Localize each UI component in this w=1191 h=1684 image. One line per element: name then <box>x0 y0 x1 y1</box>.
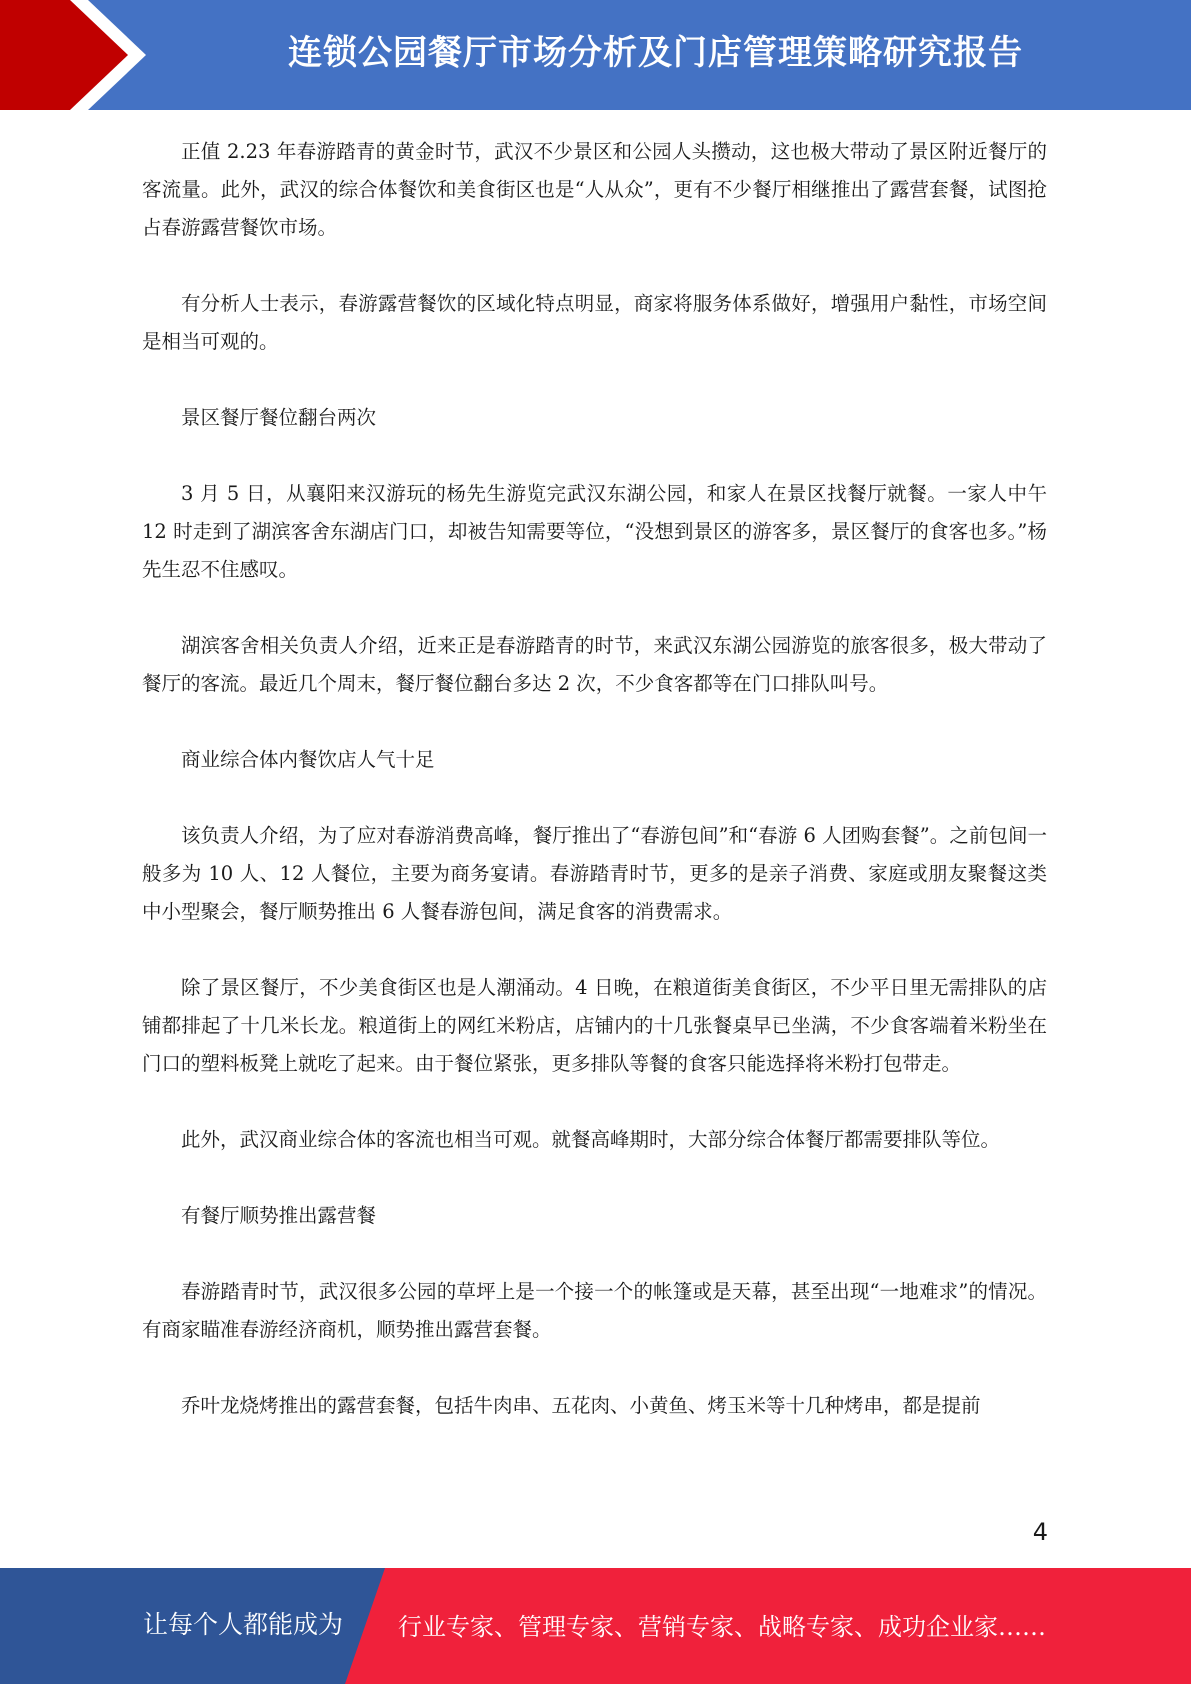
paragraph: 湖滨客舍相关负责人介绍，近来正是春游踏青的时节，来武汉东湖公园游览的旅客很多，极大带动了餐厅的客流。最近几个周末，餐厅餐位翻台多达 2 次，不少食客都等在门口排队叫号。 <box>142 634 1047 695</box>
paragraph: 此外，武汉商业综合体的客流也相当可观。就餐高峰期时，大部分综合体餐厅都需要排队等位。 <box>181 1128 1001 1151</box>
paragraph: 除了景区餐厅，不少美食街区也是人潮涌动。4 日晚，在粮道街美食街区，不少平日里无需排队的店铺都排起了十几米长龙。粮道街上的网红米粉店，店铺内的十几张餐桌早已坐满，不少食客端着米粉坐在门口的塑料板凳上就吃了起来。由于餐位紧张，更多排队等餐的食客只能选择将米粉打包带走。 <box>142 976 1047 1075</box>
report-body <box>142 133 1047 1463</box>
section-subheading: 有餐厅顺势推出露营餐 <box>181 1204 377 1227</box>
paragraph: 有分析人士表示，春游露营餐饮的区域化特点明显，商家将服务体系做好，增强用户黏性，市场空间是相当可观的。 <box>142 292 1047 353</box>
page-footer <box>0 1568 1191 1684</box>
paragraph: 春游踏青时节，武汉很多公园的草坪上是一个接一个的帐篷或是天幕，甚至出现“一地难求”的情况。有商家瞄准春游经济商机，顺势推出露营套餐。 <box>142 1280 1047 1341</box>
footer-slogan-left: 让每个人都能成为 <box>143 1610 344 1639</box>
section-subheading: 商业综合体内餐饮店人气十足 <box>181 748 435 771</box>
page-header <box>0 0 1191 110</box>
paragraph: 乔叶龙烧烤推出的露营套餐，包括牛肉串、五花肉、小黄鱼、烤玉米等十几种烤串，都是提前 <box>181 1394 981 1417</box>
paragraph: 正值 2.23 年春游踏青的黄金时节，武汉不少景区和公园人头攒动，这也极大带动了景区附近餐厅的客流量。此外，武汉的综合体餐饮和美食街区也是“人从众”，更有不少餐厅相继推出了露营套餐，试图抢占春游露营餐饮市场。 <box>142 140 1047 239</box>
footer-slogan-right: 行业专家、管理专家、营销专家、战略专家、成功企业家…… <box>398 1613 1046 1641</box>
page-number: 4 <box>1032 1518 1048 1546</box>
page-title: 连锁公园餐厅市场分析及门店管理策略研究报告 <box>288 33 1023 73</box>
section-subheading: 景区餐厅餐位翻台两次 <box>181 406 377 429</box>
paragraph: 该负责人介绍，为了应对春游消费高峰，餐厅推出了“春游包间”和“春游 6 人团购套餐”。之前包间一般多为 10 人、12 人餐位，主要为商务宴请。春游踏青时节，更多的是亲子消费、家庭或朋友聚餐这类中小型聚会，餐厅顺势推出 6 人餐春游包间，满足食客的消费需求。 <box>142 824 1047 923</box>
paragraph: 3 月 5 日，从襄阳来汉游玩的杨先生游览完武汉东湖公园，和家人在景区找餐厅就餐。一家人中午 12 时走到了湖滨客舍东湖店门口，却被告知需要等位，“没想到景区的游客多，景区餐厅的食客也多。”杨先生忍不住感叹。 <box>142 482 1047 581</box>
